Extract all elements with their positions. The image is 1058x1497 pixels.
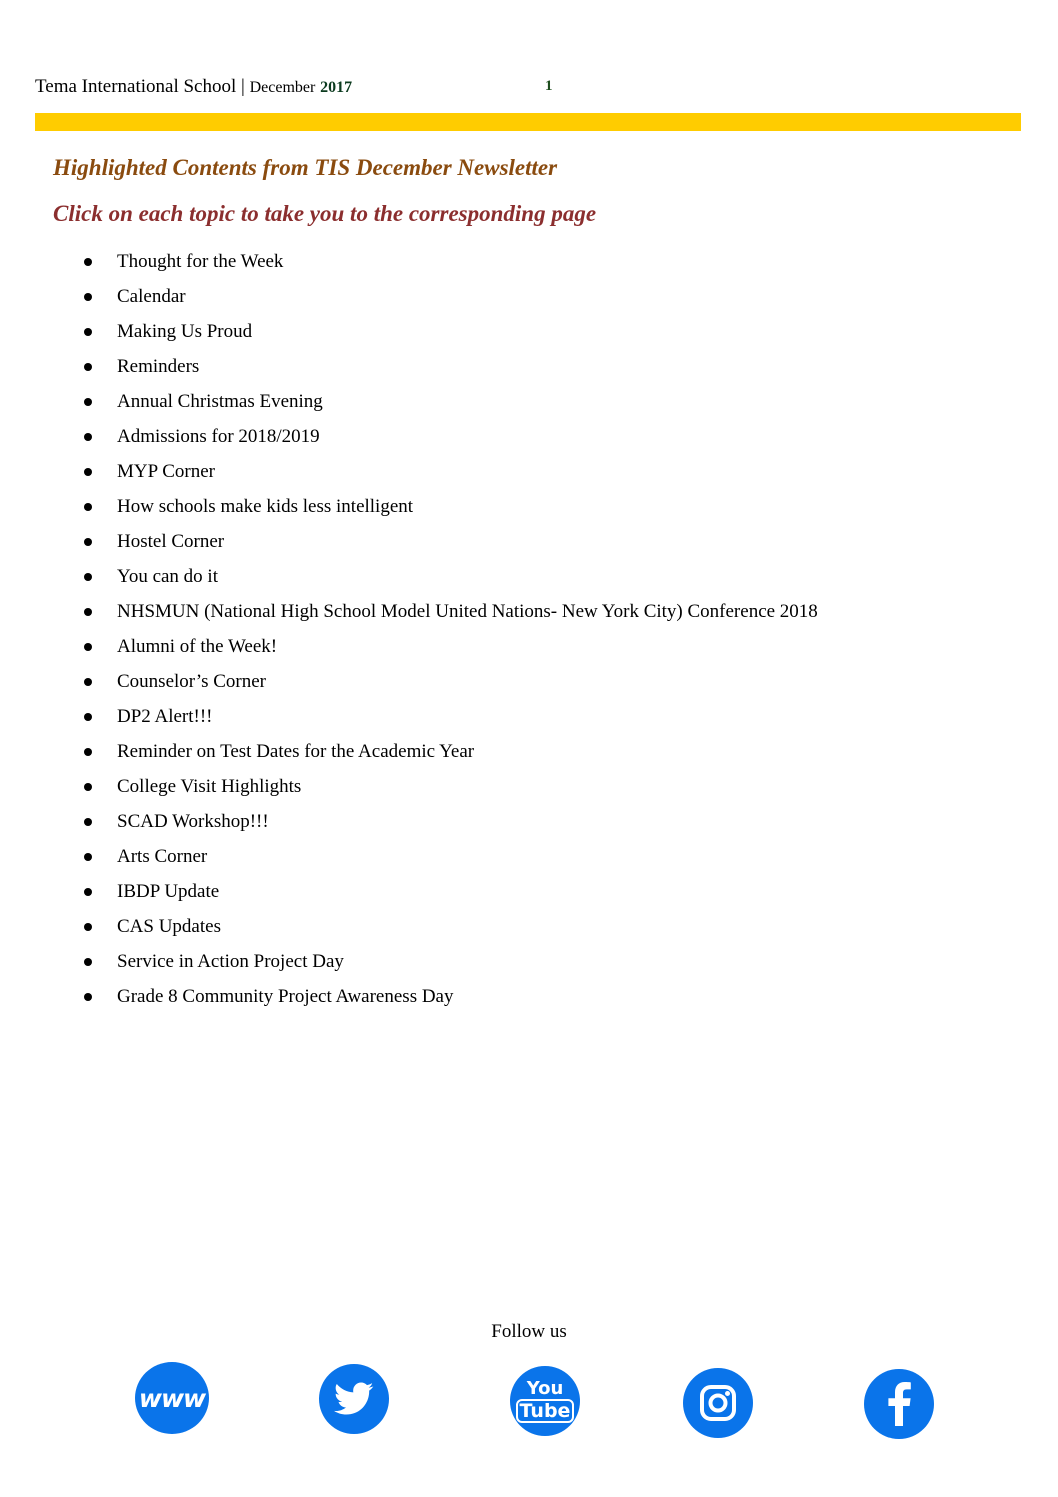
youtube-label-bottom: Tube <box>516 1399 575 1423</box>
topic-link[interactable] <box>0 946 818 981</box>
bullet-icon <box>84 678 92 686</box>
bullet-icon <box>84 433 92 441</box>
topic-link[interactable] <box>0 876 818 911</box>
facebook-icon <box>887 1382 911 1426</box>
topic-link[interactable] <box>0 771 818 806</box>
bullet-icon <box>84 328 92 336</box>
topic-label: DP2 Alert!!! <box>117 706 213 727</box>
topic-label: Thought for the Week <box>117 251 284 272</box>
bullet-icon <box>84 258 92 266</box>
topic-label: CAS Updates <box>117 916 221 937</box>
youtube-label-top: You <box>526 1378 564 1399</box>
topic-link[interactable] <box>0 246 818 281</box>
topic-link[interactable] <box>0 281 818 316</box>
topic-link[interactable] <box>0 736 818 771</box>
school-name: Tema International School <box>35 76 237 97</box>
topic-link[interactable] <box>0 316 818 351</box>
topic-label: Alumni of the Week! <box>117 636 278 657</box>
website-link[interactable] <box>135 1362 209 1434</box>
topic-link[interactable] <box>0 666 818 701</box>
topic-label: Making Us Proud <box>117 321 253 342</box>
topic-link[interactable] <box>0 421 818 456</box>
bullet-icon <box>84 818 92 826</box>
header-month: December <box>249 79 316 96</box>
bullet-icon <box>84 363 92 371</box>
topic-label: Reminder on Test Dates for the Academic Year <box>117 741 475 762</box>
topic-label: Counselor’s Corner <box>117 671 266 692</box>
topic-label: Hostel Corner <box>117 531 225 552</box>
page-title: Highlighted Contents from TIS December Newsletter <box>53 155 558 180</box>
topic-list <box>0 246 818 1016</box>
bullet-icon <box>84 958 92 966</box>
twitter-icon <box>334 1382 374 1416</box>
bullet-icon <box>84 783 92 791</box>
topic-label: Calendar <box>117 286 186 307</box>
topic-link[interactable] <box>0 981 818 1016</box>
topic-label: IBDP Update <box>117 881 220 902</box>
topic-label: Admissions for 2018/2019 <box>117 426 320 447</box>
topic-link[interactable] <box>0 596 818 631</box>
topic-label: How schools make kids less intelligent <box>117 496 414 517</box>
topic-label: MYP Corner <box>117 461 215 482</box>
bullet-icon <box>84 573 92 581</box>
bullet-icon <box>84 643 92 651</box>
topic-link[interactable] <box>0 841 818 876</box>
topic-link[interactable] <box>0 561 818 596</box>
bullet-icon <box>84 608 92 616</box>
topic-link[interactable] <box>0 351 818 386</box>
twitter-link[interactable] <box>319 1364 389 1434</box>
topic-label: You can do it <box>117 566 218 587</box>
bullet-icon <box>84 713 92 721</box>
topic-label: SCAD Workshop!!! <box>117 811 269 832</box>
header-year: 2017 <box>320 79 353 96</box>
bullet-icon <box>84 853 92 861</box>
accent-bar <box>35 113 1021 131</box>
page-subtitle: Click on each topic to take you to the corresponding page <box>53 201 597 226</box>
youtube-link[interactable] <box>510 1366 580 1436</box>
bullet-icon <box>84 993 92 1001</box>
topic-label: Reminders <box>117 356 200 377</box>
topic-label: Annual Christmas Evening <box>117 391 323 412</box>
instagram-icon <box>698 1383 738 1423</box>
topic-link[interactable] <box>0 491 818 526</box>
topic-link[interactable] <box>0 806 818 841</box>
instagram-link[interactable] <box>683 1368 753 1438</box>
bullet-icon <box>84 923 92 931</box>
topic-label: College Visit Highlights <box>117 776 302 797</box>
bullet-icon <box>84 293 92 301</box>
bullet-icon <box>84 468 92 476</box>
www-icon: www <box>138 1383 206 1413</box>
bullet-icon <box>84 888 92 896</box>
topic-label: NHSMUN (National High School Model United Nations- New York City) Conference 2018 <box>117 601 818 622</box>
bullet-icon <box>84 748 92 756</box>
topic-link[interactable] <box>0 701 818 736</box>
bullet-icon <box>84 538 92 546</box>
bullet-icon <box>84 503 92 511</box>
topic-link[interactable] <box>0 911 818 946</box>
page-number: 1 <box>545 78 553 94</box>
header-separator: | <box>236 76 250 97</box>
topic-link[interactable] <box>0 456 818 491</box>
topic-label: Service in Action Project Day <box>117 951 344 972</box>
topic-label: Grade 8 Community Project Awareness Day <box>117 986 454 1007</box>
youtube-icon <box>516 1379 575 1423</box>
follow-us-label: Follow us <box>491 1321 567 1342</box>
topic-link[interactable] <box>0 386 818 421</box>
newsletter-header <box>35 76 352 98</box>
facebook-link[interactable] <box>864 1369 934 1439</box>
bullet-icon <box>84 398 92 406</box>
topic-link[interactable] <box>0 631 818 666</box>
topic-label: Arts Corner <box>117 846 208 867</box>
topic-link[interactable] <box>0 526 818 561</box>
